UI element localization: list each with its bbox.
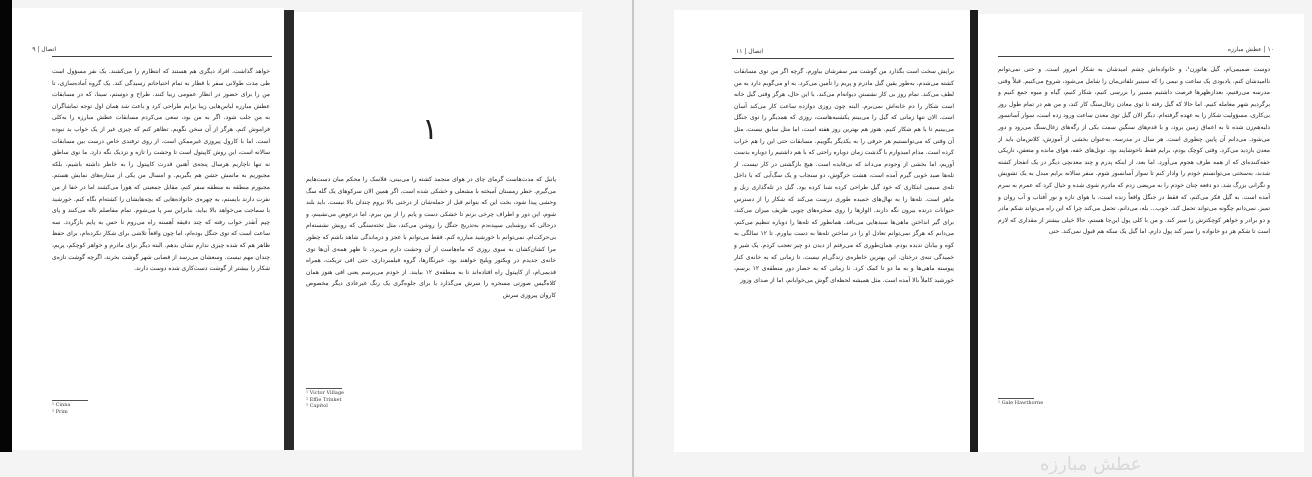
footnote: ³ Capitol [306, 403, 328, 409]
page-body: برایش سخت است بگذارد من گوشت سر سفرشان بیاورم. گرچه اگر من توی مسابقات کشته می‌شدم، به‌طور یقین گیل مادرم و پریم را تأمین می‌کرد. به او می‌گویم دارد به من لطف می‌کند. تمام روز بی کار نشستن دیوانه‌ام می‌کند. با این حال، هرگز وقتی گیل خانه است شکار را دم خانه‌اش نمی‌برم. البته چون روزی دوازده ساعت کار می‌کند آسان است. الان تنها زمانی که گیل را می‌بینم یکشنبه‌هاست، روزی که همدیگر را توی جنگل می‌بینیم تا با هم شکار کنیم. هنوز هم بهترین روز هفته است، اما مثل سابق نیست، مثل آن وقتی که می‌توانستیم هر حرفی را به یکدیگر بگوییم. مسابقات حتی این را هم خراب کرده است. مدام امیدوارم با گذشت زمان دوباره راحتی که با هم داشتیم را دوباره بدست آوریم، اما بخشی از وجودم می‌داند که بی‌فایده است. هیچ بازگشتی در کار نیست. از تله‌ها صید خوبی گیرم آمده است، هشت خرگوش، دو سنجاب و یک سگ‌آبی که با داخل تله‌ی سیمی ابتکاری که خود گیل طراحی کرده شنا کرده بود. گیل در تله‌گذاری زبل و ماهر است. تله‌ها را به نهال‌های خمیده طوری درست می‌کند که شکار را از دسترس حیوانات درنده بیرون نگه دارند. الوارها را روی صخره‌های چوبی ظریف میزان می‌کند، برای گیر انداختن ماهی‌ها سبدهایی می‌بافد. همانطور که تله‌ها را دوباره تنظیم می‌کنم، می‌دانم که هرگز نمی‌توانم تعادل او را در ساختن تله‌ها به دست بیاورم. تا ۱۲ سالگی به کوه و بیابان ندیده بودم. همان‌طوری که می‌رفتم از دیدن دو چیز تعجب کردم. یک شیر و خمیدگی تنه‌ی درختان. این بهترین خاطره‌ی زندگی‌ام نیست. تا زمانی که به خانه‌ی کنار پیوسته ماهی‌ها و به ما دو تا کمک کرد. تا زمانی که به حصار دور منطقه‌ی ۱۲ برسم، خورشید کاملاً بالا آمده است. مثل همیشه لحظه‌ای گوش می‌خوابانم، اما از صدای وزوز [734, 68, 954, 284]
page-header: ۱۰ | عطش مبارزه [1227, 46, 1274, 53]
spread-right [656, 0, 1312, 477]
page-11 [674, 10, 970, 452]
watermark: عطش مبارزه [1040, 454, 1142, 475]
footnote-rule [52, 400, 88, 401]
footnotes [998, 400, 1043, 407]
spread-divider [632, 0, 634, 477]
page-body: دوست صمیمی‌ام، گیل هاثورن¹، و خانواده‌اش چشم امیدشان به شکار امروز است. و حتی نمی‌توانم ناامیدشان کنم. یادبودی یک ساعت و نیمی را که سینیر تلفاتی‌مان را شامل می‌شود، شروع می‌کنیم. قبلاً وقتی مدرسه می‌رفتیم، بعدازظهرها فرصت داشتیم مسیر را بررسی کنیم، شکار کنیم، گیاه و میوه جمع کنیم و برگردیم شهر معامله کنیم. اما حالا که گیل رفته تا توی معادن زغال‌سنگ کار کند، و من هم در تمام طول روز بی‌کاری، مسؤولیت شکار را به عهده گرفته‌ام. دیگر الان گیل توی معدن ساعت ورود زده است، سوار آسانسور دلبه‌هم‌زن شده تا به اعماق زمین برود، و با قدم‌های سنگین سمت یکی از رگه‌های زغال‌سنگ می‌رود و دور می‌شود. می‌دانم آن پایین چطوری است. هر سال در مدرسه، به‌عنوان بخشی از آموزش، کلاس‌مان باید از معدن بازدید می‌کرد. وقتی کوچک بودم، برایم فقط ناخوشایند بود. تونل‌های خفه، هوای مانده و متعفن، تاریکی خفه‌کننده‌ای که از همه طرف هجوم می‌آورد. اما بعد، از اینکه پدرم و چند معدنچی دیگر در یک انفجار کشته شدند، به‌سختی می‌توانستم خودم را وادار کنم تا سوار آسانسور شوم. سفر سالانه برایم مبدل به یک تشویش و نگرانی بزرگ شد. دو دفعه چنان خودم را به مریضی زدم که مادرم شوی شده و خیال کرد که عمرم به سرم آمده است. به گیل فکر می‌کنم، که فقط در جنگل واقعاً زنده است، با هوای تازه و نور آفتاب و آب روان و تمیز. نمی‌دانم چگونه می‌تواند تحمل کند. خوب... بله، می‌دانم. تحمل می‌کند چرا که این راه می‌تواند شکم مادر و دو برادر و خواهر کوچکترش را سیر کند. و من با کلی پول این‌جا هستم، حالا خیلی بیشتر از مقداری که لازم است تا شکم هر دو خانواده را سیر کند پول دارم. اما گیل یک سکه هم قبول نمی‌کند. حتی [998, 66, 1270, 236]
footnote: ² Effie Trinket [306, 396, 342, 403]
gutter-shadow [284, 10, 294, 450]
header-rule [732, 58, 954, 59]
footnote: ¹ Victor Village [306, 390, 344, 396]
footnote-rule [306, 388, 342, 389]
gutter-shadow [970, 10, 978, 452]
footnote-rule [998, 398, 1034, 399]
footnotes [306, 390, 344, 410]
footnote: ² Prim [52, 408, 68, 415]
chapter-number: ١ [422, 112, 439, 147]
page-body: پاتیل که مدت‌هاست گرمای چای در هوای منجمد کشته را می‌بینی، فلاسک را محکم میان دست‌هایم می‌گیرم. خطر زمستان آمیخته با مشعلی و خشکی شده است. اگر همین الان سرکوهای یک گله سگ وحشی پیدا شود، بخت این که بتوانم قبل از حمله‌شان از درختی بالا بروم چندان بالا نیست. باید بلند شوم، این دور و اطراف چرخی بزنم تا خشکی دست و پایم را از بین ببرم. اما درعوض می‌نشینم، و درحالی که روشنایی سپیده‌دم به‌تدریج جنگل را روشن می‌کند، مثل تخته‌سنگی که رویش نشسته‌ام بی‌حرکت‌ام. نمی‌توانم با خورشید مبارزه کنم. فقط می‌توانم با عجز و درماندگی شاهد باشم که چطور مرا کشان‌کشان به سوی روزی که ماه‌هاست از آن وحشت دارم می‌برد. تا ظهر همه‌ی آن‌ها توی خانه‌ی جدیدم در ویکتور ویلیج خواهند بود. خبرنگارها، گروه فیلمبرداری، حتی افی تریکت، همراه قدیمی‌ام، از کاپیتول راه افتاده‌اند تا به منطقه‌ی ۱۲ بیایند. از خودم می‌پرسم یعنی افی هنوز همان کلاه‌گیس صورتی مسخره را سرش می‌گذارد یا برای جلوه‌گری یک رنگ غیرعادی دیگر مخصوص کاروان پیروزی سرش [306, 176, 556, 299]
scan-edge-shadow [0, 0, 12, 452]
header-rule [998, 56, 1270, 57]
spread-left [0, 0, 632, 477]
page-header: اتصال | ۱۱ [736, 48, 764, 55]
page-9 [12, 8, 284, 450]
page-header: اتصال | ۹ [32, 46, 56, 53]
page-10 [978, 14, 1304, 452]
page-body: خواهد گذاشت. افراد دیگری هم هستند که انتظارم را می‌کشند. یک نفر مسؤول است طی مدت طولانی سفر با قطار به تمام احتیاجاتم رسیدگی کند. یک گروه آماده‌سازی، تا من را برای حضور در انظار عمومی زیبا کنند. طراح و دوستم، سینا، که در مسابقات عطش مبارزه لباس‌هایی زیبا برایم طراحی کرد و باعث شد همان اول توجه تماشاگران به من جلب شود. اگر به من بود، سعی می‌کردم مسابقات عطش مبارزه را به‌کلی فراموش کنم. هرگز از آن سخن نگویم. تظاهر کنم که چیزی غیر از یک خواب بد نبوده است. اما با کارول پیروزی غیرممکن است. از روی ترفندی خاص درست بین مسابقات سالانه است، این روش کاپیتول است تا وحشت را تازه و نزدیک نگه دارد. ما نوی ساطق نه تنها ناچاریم هرسال پنجه‌ی آهنین قدرت کاپیتول را به خاطر داشته باشیم، بلکه مجبوریم به ماتمش جشن هم بگیریم. و امسال من یکی از ستاره‌های نمایش هستم. مجبورم منطقه به منطقه سفر کنم، مقابل جمعیتی که هورا می‌کشند اما در خفا از من نفرت دارند بایستم، به چهره‌ی خانواده‌هایی که بچه‌هایشان را کشته‌ام نگاه کنم. خورشید با سماجت می‌خواهد بالا بیاید، بنابراین سر پا می‌شوم. تمام مفاصلم ناله می‌کنند و پای چپم آنقدر خواب رفته که چند دقیقه آهسته راه می‌روم تا حس به پایم بازگردد. سه ساعت است که توی جنگل بوده‌ام، اما چون واقعاً تلاشی برای شکار نکرده‌ام، برای حفظ ظاهر هم که شده چیزی ندارم نشان بدهم. البته دیگر برای مادرم و خواهر کوچکم، پریم، چندان مهم نیست. وسعشان می‌رسد از قصابی شهر گوشت بخرند، اگرچه گوشت تازه‌ی شکار را بیشتر از گوشت دست‌کاری شده دوست دارند. [52, 68, 270, 273]
page-8 [294, 12, 582, 450]
footnote: ¹ Cinna [52, 402, 71, 408]
header-rule [52, 56, 272, 57]
footnote: ¹ Gale Hawthorne [998, 400, 1044, 406]
footnotes [52, 402, 70, 415]
